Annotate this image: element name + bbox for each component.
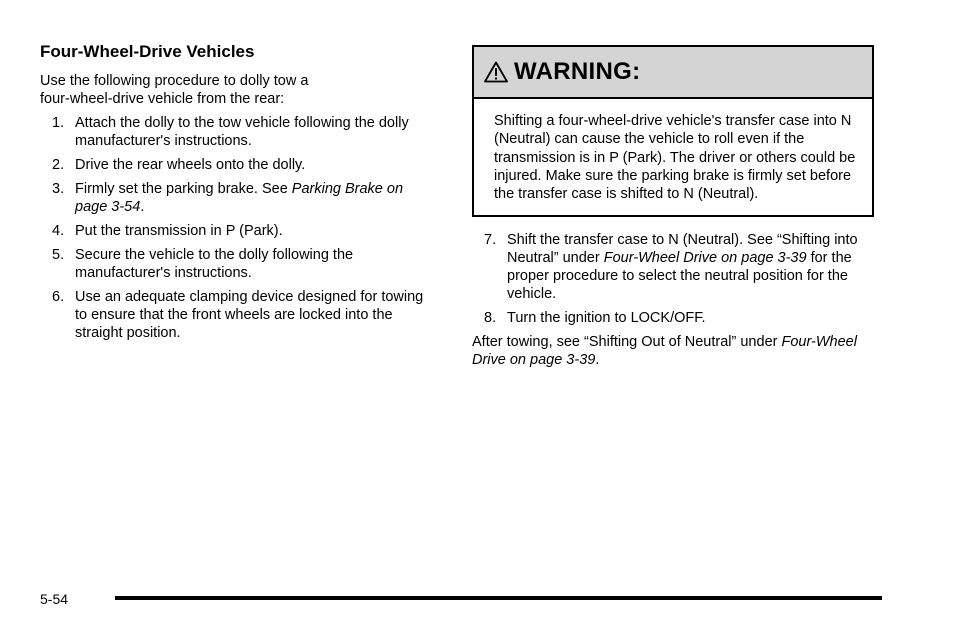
- step-1: [40, 114, 432, 150]
- section-heading: Four-Wheel-Drive Vehicles: [40, 42, 255, 61]
- step-text: Attach the dolly to the tow vehicle following the dolly manufacturer's instructions.: [75, 115, 409, 149]
- step-text: Firmly set the parking brake. See: [75, 181, 292, 197]
- step-text: Put the transmission in P (Park).: [75, 223, 283, 239]
- step-number: 3.: [52, 181, 65, 197]
- intro-line-2: four-wheel-drive vehicle from the rear:: [40, 91, 285, 107]
- step-number: 6.: [52, 289, 65, 305]
- step-text-end: .: [140, 199, 145, 215]
- step-text: Turn the ignition to LOCK/OFF.: [507, 310, 706, 327]
- step-text: Drive the rear wheels onto the dolly.: [75, 157, 306, 173]
- procedure-steps: [40, 114, 432, 342]
- step-5: [40, 246, 432, 282]
- four-wheel-drive-link-2[interactable]: Four-Wheel Drive on page 3-39: [472, 334, 857, 369]
- intro-line-1: Use the following procedure to dolly tow a: [40, 73, 309, 89]
- step-number: 1.: [52, 115, 65, 131]
- step-2: [40, 156, 432, 174]
- after-towing-paragraph: [472, 333, 874, 369]
- step-6: [40, 288, 432, 342]
- step-7: [472, 231, 874, 303]
- step-4: [40, 222, 432, 240]
- step-number: 5.: [52, 247, 65, 263]
- step-number: 7.: [484, 232, 497, 249]
- warning-text: Shifting a four-wheel-drive vehicle's transfer case into N (Neutral) can cause the vehicle to roll even if the transmission is in P (Park). The driver or others could be injured. Make sure the parking brake is firmly set before the transfer case is shifted to N (Neutral).: [494, 113, 856, 203]
- parking-brake-link[interactable]: Parking Brake on page 3-54: [75, 181, 404, 215]
- right-column: [472, 45, 874, 369]
- step-text: Secure the vehicle to the dolly following the manufacturer's instructions.: [75, 247, 354, 281]
- intro-paragraph: [40, 72, 432, 108]
- procedure-steps-continued: [472, 231, 874, 327]
- step-number: 2.: [52, 157, 65, 173]
- footer-rule: [115, 596, 882, 600]
- step-8: [472, 309, 874, 327]
- warning-header: [474, 47, 872, 99]
- page-number: 5-54: [40, 591, 69, 607]
- left-column: [40, 42, 432, 348]
- warning-box: [472, 45, 874, 217]
- warning-triangle-icon: [484, 61, 508, 83]
- warning-title: WARNING:: [514, 58, 641, 85]
- step-text-end: for the proper procedure to select the neutral position for the vehicle.: [507, 250, 852, 303]
- four-wheel-drive-link[interactable]: Four-Wheel Drive on page 3-39: [603, 250, 807, 267]
- after-text: After towing, see “Shifting Out of Neutral” under: [472, 334, 782, 351]
- step-text: Use an adequate clamping device designed for towing to ensure that the front wheels are locked into the straight position.: [75, 289, 424, 341]
- step-number: 8.: [484, 310, 497, 327]
- step-3: [40, 180, 432, 216]
- after-text-end: .: [595, 352, 600, 369]
- step-text: Shift the transfer case to N (Neutral). See “Shifting into Neutral” under: [507, 232, 858, 267]
- step-number: 4.: [52, 223, 65, 239]
